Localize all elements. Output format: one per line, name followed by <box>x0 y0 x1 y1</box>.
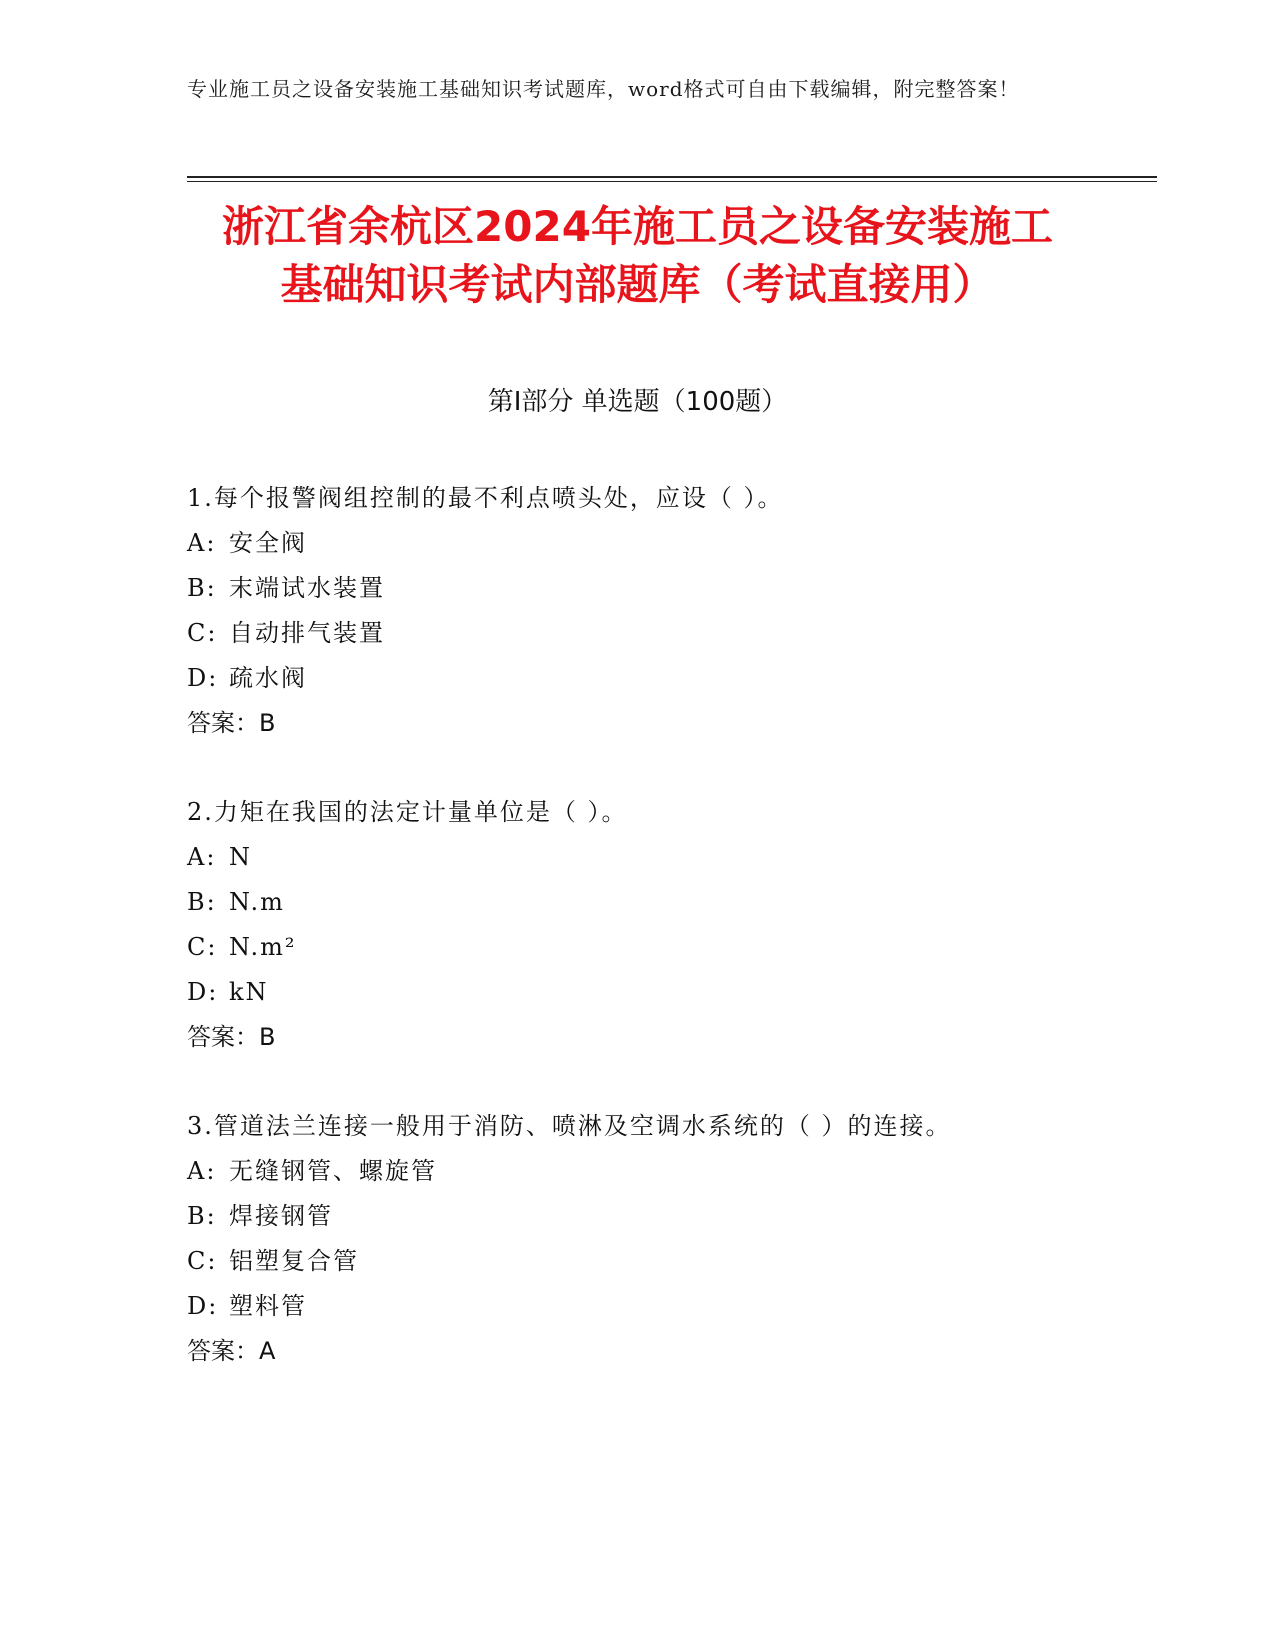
answer-line: 答案：B <box>187 1023 276 1051</box>
option-letter: D: <box>187 664 219 692</box>
option-b <box>187 880 1147 925</box>
option-text: 塑料管 <box>229 1292 307 1320</box>
option-letter: B: <box>187 574 217 602</box>
question-list <box>187 476 1147 1418</box>
option-text: 安全阀 <box>229 529 307 557</box>
option-a <box>187 521 1147 566</box>
header-note: 专业施工员之设备安装施工基础知识考试题库，word格式可自由下载编辑，附完整答案！ <box>187 77 1020 101</box>
option-text: 自动排气装置 <box>229 619 385 647</box>
option-letter: C: <box>187 1247 218 1275</box>
option-letter: D: <box>187 978 219 1006</box>
option-a <box>187 1149 1147 1194</box>
option-letter: A: <box>187 843 217 871</box>
option-b <box>187 566 1147 611</box>
option-a <box>187 835 1147 880</box>
option-letter: A: <box>187 529 217 557</box>
option-b <box>187 1194 1147 1239</box>
answer-line: 答案：B <box>187 709 276 737</box>
question-stem: 1.每个报警阀组控制的最不利点喷头处，应设（ ）。 <box>187 484 784 512</box>
question-stem: 2.力矩在我国的法定计量单位是（ ）。 <box>187 798 628 826</box>
question-3 <box>187 1104 1147 1374</box>
option-letter: D: <box>187 1292 219 1320</box>
option-text: N <box>229 843 252 871</box>
document-title <box>150 198 1125 314</box>
option-text: 无缝钢管、螺旋管 <box>229 1157 437 1185</box>
option-text: 末端试水装置 <box>229 574 385 602</box>
option-d <box>187 1284 1147 1329</box>
option-d <box>187 970 1147 1015</box>
document-title-line-1: 浙江省余杭区2024年施工员之设备安装施工 <box>222 202 1053 251</box>
question-2 <box>187 790 1147 1060</box>
option-letter: B: <box>187 888 217 916</box>
option-text: 焊接钢管 <box>229 1202 333 1230</box>
document-title-line-2: 基础知识考试内部题库（考试直接用） <box>280 260 995 309</box>
question-stem: 3.管道法兰连接一般用于消防、喷淋及空调水系统的（ ）的连接。 <box>187 1112 952 1140</box>
option-text: N.m <box>229 888 285 916</box>
option-text: N.m² <box>229 933 297 961</box>
option-text: 疏水阀 <box>229 664 307 692</box>
option-c <box>187 925 1147 970</box>
option-d <box>187 656 1147 701</box>
answer-line: 答案：A <box>187 1337 276 1365</box>
section-title: 第Ⅰ部分 单选题（100题） <box>487 387 788 417</box>
option-letter: C: <box>187 619 218 647</box>
option-letter: B: <box>187 1202 217 1230</box>
question-1 <box>187 476 1147 746</box>
option-text: kN <box>229 978 269 1006</box>
option-letter: C: <box>187 933 218 961</box>
option-c <box>187 611 1147 656</box>
header-divider-thick <box>187 176 1157 178</box>
header-divider-thin <box>187 181 1157 182</box>
option-letter: A: <box>187 1157 217 1185</box>
option-text: 铝塑复合管 <box>229 1247 359 1275</box>
option-c <box>187 1239 1147 1284</box>
